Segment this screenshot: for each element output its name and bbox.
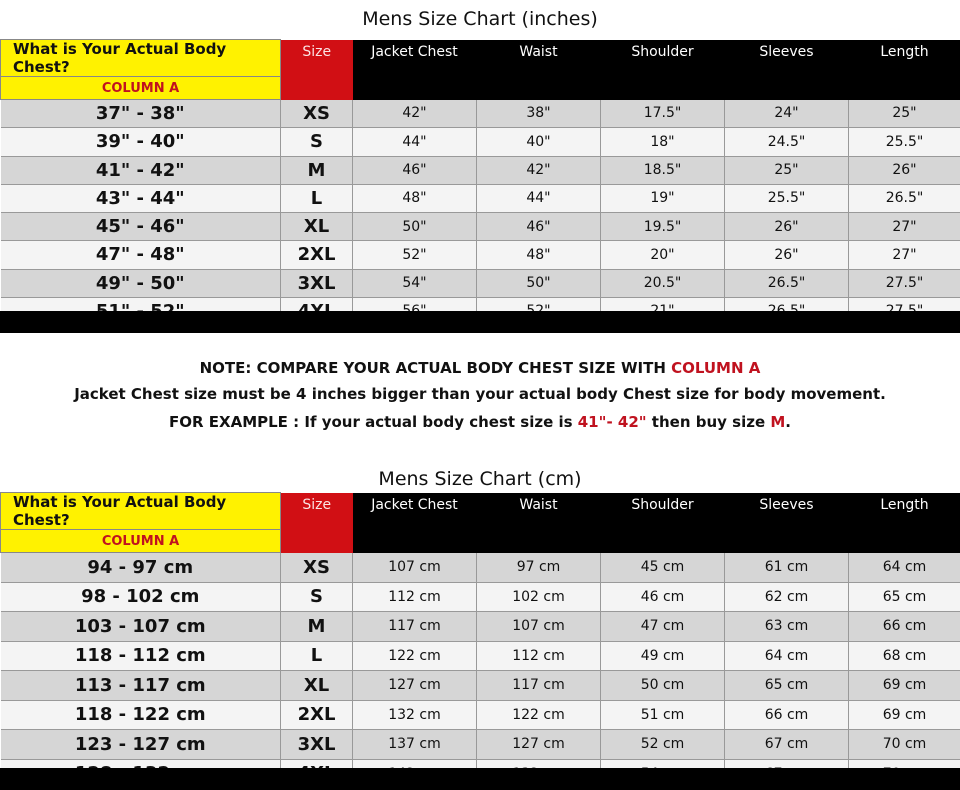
size-cell: M xyxy=(281,156,353,184)
inches-size-table xyxy=(0,39,960,326)
jacket-chest-cell: 127 cm xyxy=(353,671,477,701)
jacket-chest-cell: 48" xyxy=(353,184,477,212)
jacket-chest-cell: 117 cm xyxy=(353,612,477,642)
chest-range-cell: 47" - 48" xyxy=(1,241,281,269)
note-example-chest: 41"- 42" xyxy=(577,413,647,431)
sleeves-cell: 25.5" xyxy=(725,184,849,212)
cm-footer-bar xyxy=(0,768,960,790)
cm-chart-title: Mens Size Chart (cm) xyxy=(378,468,582,490)
sleeves-cell: 64 cm xyxy=(725,641,849,671)
size-cell: S xyxy=(281,582,353,612)
header-length: Length xyxy=(849,40,960,100)
jacket-chest-cell: 112 cm xyxy=(353,582,477,612)
jacket-chest-cell: 44" xyxy=(353,128,477,156)
table-row xyxy=(1,156,960,184)
waist-cell: 48" xyxy=(477,241,601,269)
size-cell: L xyxy=(281,184,353,212)
chest-range-cell: 45" - 46" xyxy=(1,213,281,241)
shoulder-cell: 51 cm xyxy=(601,700,725,730)
chest-range-cell: 94 - 97 cm xyxy=(1,553,281,583)
header-waist: Waist xyxy=(477,40,601,100)
cm-header-length: Length xyxy=(849,493,960,553)
waist-cell: 107 cm xyxy=(477,612,601,642)
length-cell: 26" xyxy=(849,156,960,184)
header-size: Size xyxy=(281,40,353,100)
length-cell: 64 cm xyxy=(849,553,960,583)
table-row xyxy=(1,612,960,642)
table-row xyxy=(1,700,960,730)
inches-table-body xyxy=(1,100,960,326)
jacket-chest-cell: 122 cm xyxy=(353,641,477,671)
length-cell: 25.5" xyxy=(849,128,960,156)
length-cell: 27" xyxy=(849,213,960,241)
shoulder-cell: 20.5" xyxy=(601,269,725,297)
length-cell: 70 cm xyxy=(849,730,960,760)
sleeves-cell: 66 cm xyxy=(725,700,849,730)
table-row xyxy=(1,671,960,701)
cm-header-chest-question: What is Your Actual Body Chest? xyxy=(1,493,281,530)
table-row xyxy=(1,269,960,297)
size-cell: M xyxy=(281,612,353,642)
shoulder-cell: 47 cm xyxy=(601,612,725,642)
table-row xyxy=(1,730,960,760)
jacket-chest-cell: 132 cm xyxy=(353,700,477,730)
shoulder-cell: 49 cm xyxy=(601,641,725,671)
table-row xyxy=(1,184,960,212)
header-shoulder: Shoulder xyxy=(601,40,725,100)
inches-footer-bar xyxy=(0,311,960,333)
header-sleeves: Sleeves xyxy=(725,40,849,100)
note-line-3 xyxy=(0,413,960,431)
note-example-middle: then buy size xyxy=(646,413,771,431)
sleeves-cell: 26.5" xyxy=(725,269,849,297)
sleeves-cell: 67 cm xyxy=(725,730,849,760)
jacket-chest-cell: 42" xyxy=(353,100,477,128)
waist-cell: 117 cm xyxy=(477,671,601,701)
cm-header-column-a: COLUMN A xyxy=(1,530,281,553)
shoulder-cell: 19" xyxy=(601,184,725,212)
cm-header-jacket-chest: Jacket Chest xyxy=(353,493,477,553)
shoulder-cell: 46 cm xyxy=(601,582,725,612)
sleeves-cell: 65 cm xyxy=(725,671,849,701)
cm-header-sleeves: Sleeves xyxy=(725,493,849,553)
sleeves-cell: 62 cm xyxy=(725,582,849,612)
size-cell: XS xyxy=(281,553,353,583)
header-column-a: COLUMN A xyxy=(1,77,281,100)
shoulder-cell: 19.5" xyxy=(601,213,725,241)
shoulder-cell: 18" xyxy=(601,128,725,156)
note-example-prefix: FOR EXAMPLE : If your actual body chest size is xyxy=(169,413,578,431)
length-cell: 68 cm xyxy=(849,641,960,671)
cm-table-body xyxy=(1,553,960,789)
cm-header-shoulder: Shoulder xyxy=(601,493,725,553)
sleeves-cell: 26" xyxy=(725,241,849,269)
note-line-1 xyxy=(0,359,960,377)
chest-range-cell: 49" - 50" xyxy=(1,269,281,297)
shoulder-cell: 45 cm xyxy=(601,553,725,583)
size-cell: 3XL xyxy=(281,730,353,760)
sleeves-cell: 61 cm xyxy=(725,553,849,583)
jacket-chest-cell: 52" xyxy=(353,241,477,269)
table-row xyxy=(1,553,960,583)
waist-cell: 42" xyxy=(477,156,601,184)
length-cell: 25" xyxy=(849,100,960,128)
table-row xyxy=(1,213,960,241)
waist-cell: 97 cm xyxy=(477,553,601,583)
sleeves-cell: 25" xyxy=(725,156,849,184)
chest-range-cell: 103 - 107 cm xyxy=(1,612,281,642)
length-cell: 65 cm xyxy=(849,582,960,612)
waist-cell: 40" xyxy=(477,128,601,156)
size-cell: XS xyxy=(281,100,353,128)
jacket-chest-cell: 50" xyxy=(353,213,477,241)
cm-header-size: Size xyxy=(281,493,353,553)
table-row xyxy=(1,100,960,128)
chest-range-cell: 98 - 102 cm xyxy=(1,582,281,612)
waist-cell: 46" xyxy=(477,213,601,241)
length-cell: 69 cm xyxy=(849,671,960,701)
size-cell: XL xyxy=(281,213,353,241)
waist-cell: 38" xyxy=(477,100,601,128)
sleeves-cell: 24.5" xyxy=(725,128,849,156)
header-chest-question: What is Your Actual Body Chest? xyxy=(1,40,281,77)
jacket-chest-cell: 46" xyxy=(353,156,477,184)
waist-cell: 44" xyxy=(477,184,601,212)
length-cell: 27.5" xyxy=(849,269,960,297)
size-cell: XL xyxy=(281,671,353,701)
shoulder-cell: 20" xyxy=(601,241,725,269)
table-row xyxy=(1,128,960,156)
waist-cell: 127 cm xyxy=(477,730,601,760)
size-cell: L xyxy=(281,641,353,671)
note-example-size: M xyxy=(770,413,786,431)
cm-header-waist: Waist xyxy=(477,493,601,553)
length-cell: 66 cm xyxy=(849,612,960,642)
jacket-chest-cell: 54" xyxy=(353,269,477,297)
inches-chart-title: Mens Size Chart (inches) xyxy=(362,8,598,30)
length-cell: 26.5" xyxy=(849,184,960,212)
chest-range-cell: 41" - 42" xyxy=(1,156,281,184)
length-cell: 27" xyxy=(849,241,960,269)
sleeves-cell: 26" xyxy=(725,213,849,241)
chest-range-cell: 118 - 122 cm xyxy=(1,700,281,730)
jacket-chest-cell: 137 cm xyxy=(353,730,477,760)
waist-cell: 122 cm xyxy=(477,700,601,730)
sleeves-cell: 24" xyxy=(725,100,849,128)
cm-size-table xyxy=(0,492,960,789)
size-cell: S xyxy=(281,128,353,156)
table-row xyxy=(1,641,960,671)
waist-cell: 50" xyxy=(477,269,601,297)
note-line-2: Jacket Chest size must be 4 inches bigger than your actual body Chest size for body movement. xyxy=(74,385,886,403)
shoulder-cell: 50 cm xyxy=(601,671,725,701)
length-cell: 69 cm xyxy=(849,700,960,730)
table-row xyxy=(1,241,960,269)
shoulder-cell: 18.5" xyxy=(601,156,725,184)
size-cell: 3XL xyxy=(281,269,353,297)
waist-cell: 112 cm xyxy=(477,641,601,671)
size-cell: 2XL xyxy=(281,700,353,730)
note-line-1-text: NOTE: COMPARE YOUR ACTUAL BODY CHEST SIZE WITH xyxy=(199,359,672,377)
shoulder-cell: 52 cm xyxy=(601,730,725,760)
note-column-a-highlight: COLUMN A xyxy=(671,359,761,377)
waist-cell: 102 cm xyxy=(477,582,601,612)
chest-range-cell: 37" - 38" xyxy=(1,100,281,128)
jacket-chest-cell: 107 cm xyxy=(353,553,477,583)
sleeves-cell: 63 cm xyxy=(725,612,849,642)
table-row xyxy=(1,582,960,612)
header-jacket-chest: Jacket Chest xyxy=(353,40,477,100)
shoulder-cell: 17.5" xyxy=(601,100,725,128)
chest-range-cell: 43" - 44" xyxy=(1,184,281,212)
size-cell: 2XL xyxy=(281,241,353,269)
chest-range-cell: 113 - 117 cm xyxy=(1,671,281,701)
chest-range-cell: 123 - 127 cm xyxy=(1,730,281,760)
chest-range-cell: 39" - 40" xyxy=(1,128,281,156)
chest-range-cell: 118 - 112 cm xyxy=(1,641,281,671)
note-example-suffix: . xyxy=(785,413,791,431)
